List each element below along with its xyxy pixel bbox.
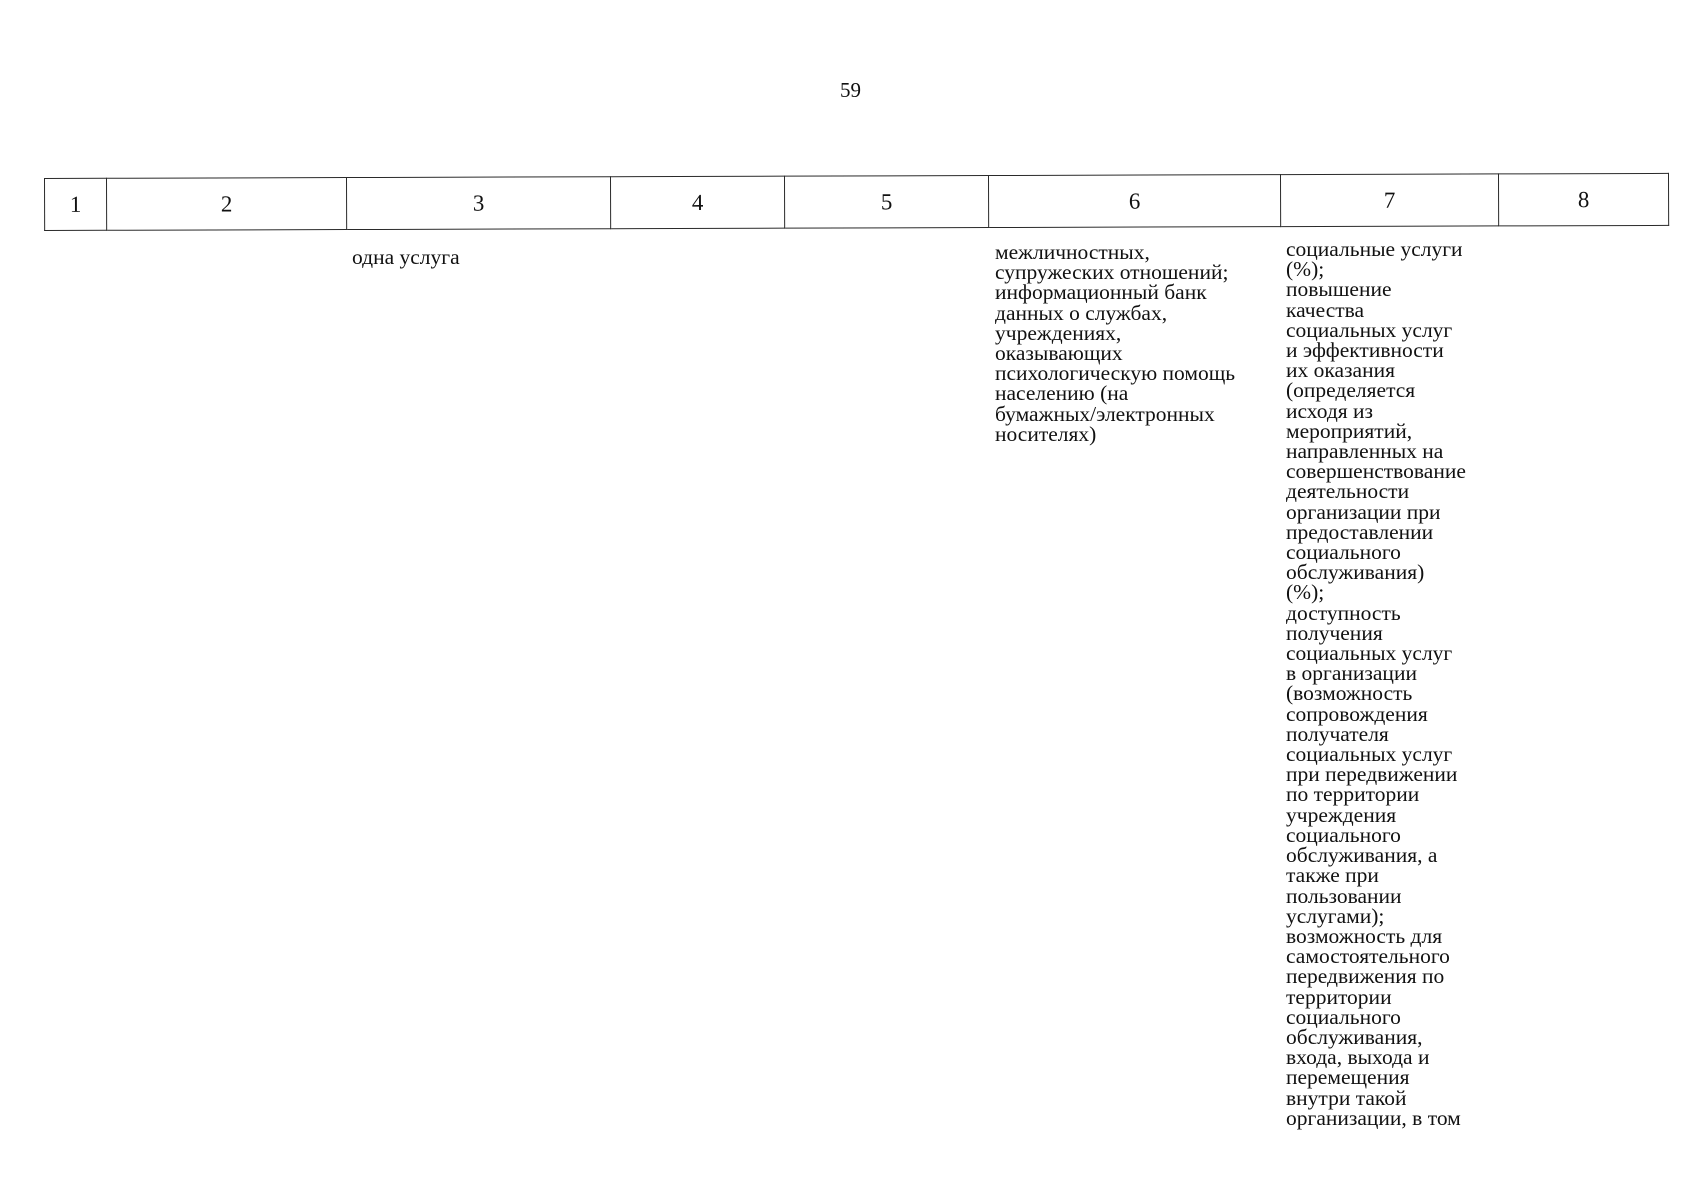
- column-6-cell: межличностных, супружеских отношений; информационный банк данных о службах, учреждениях, оказывающих психологическую помощь населению (на бумажных/электронных носителях): [995, 240, 1236, 446]
- page-number: 59: [840, 78, 861, 102]
- header-cell-8: 8: [1498, 173, 1668, 226]
- header-cell-2: 2: [107, 178, 347, 231]
- column-3-cell: одна услуга: [352, 245, 460, 269]
- header-cell-6: 6: [988, 175, 1280, 228]
- header-row: [45, 173, 1669, 230]
- column-number-header-table: [44, 173, 1669, 231]
- header-cell-4: 4: [610, 176, 784, 229]
- header-cell-5: 5: [784, 176, 988, 229]
- header-cell-1: 1: [45, 178, 107, 230]
- header-cell-7: 7: [1280, 174, 1498, 227]
- header-cell-3: 3: [347, 177, 611, 230]
- column-7-cell: социальные услуги (%); повышение качества социальных услуг и эффективности их оказания (определяется исходя из мероприятий, направленных на совершенствование деятельности организации при предоставлении социального обслуживания) (%); доступность получения социальных услуг в организации (возможность сопровождения получателя социальных услуг при передвижении по территории учреждения социального обслуживания, а также при пользовании услугами); возможность для самостоятельного передвижения по территории социального обслуживания, входа, выхода и перемещения внутри такой организации, в том: [1286, 237, 1466, 1130]
